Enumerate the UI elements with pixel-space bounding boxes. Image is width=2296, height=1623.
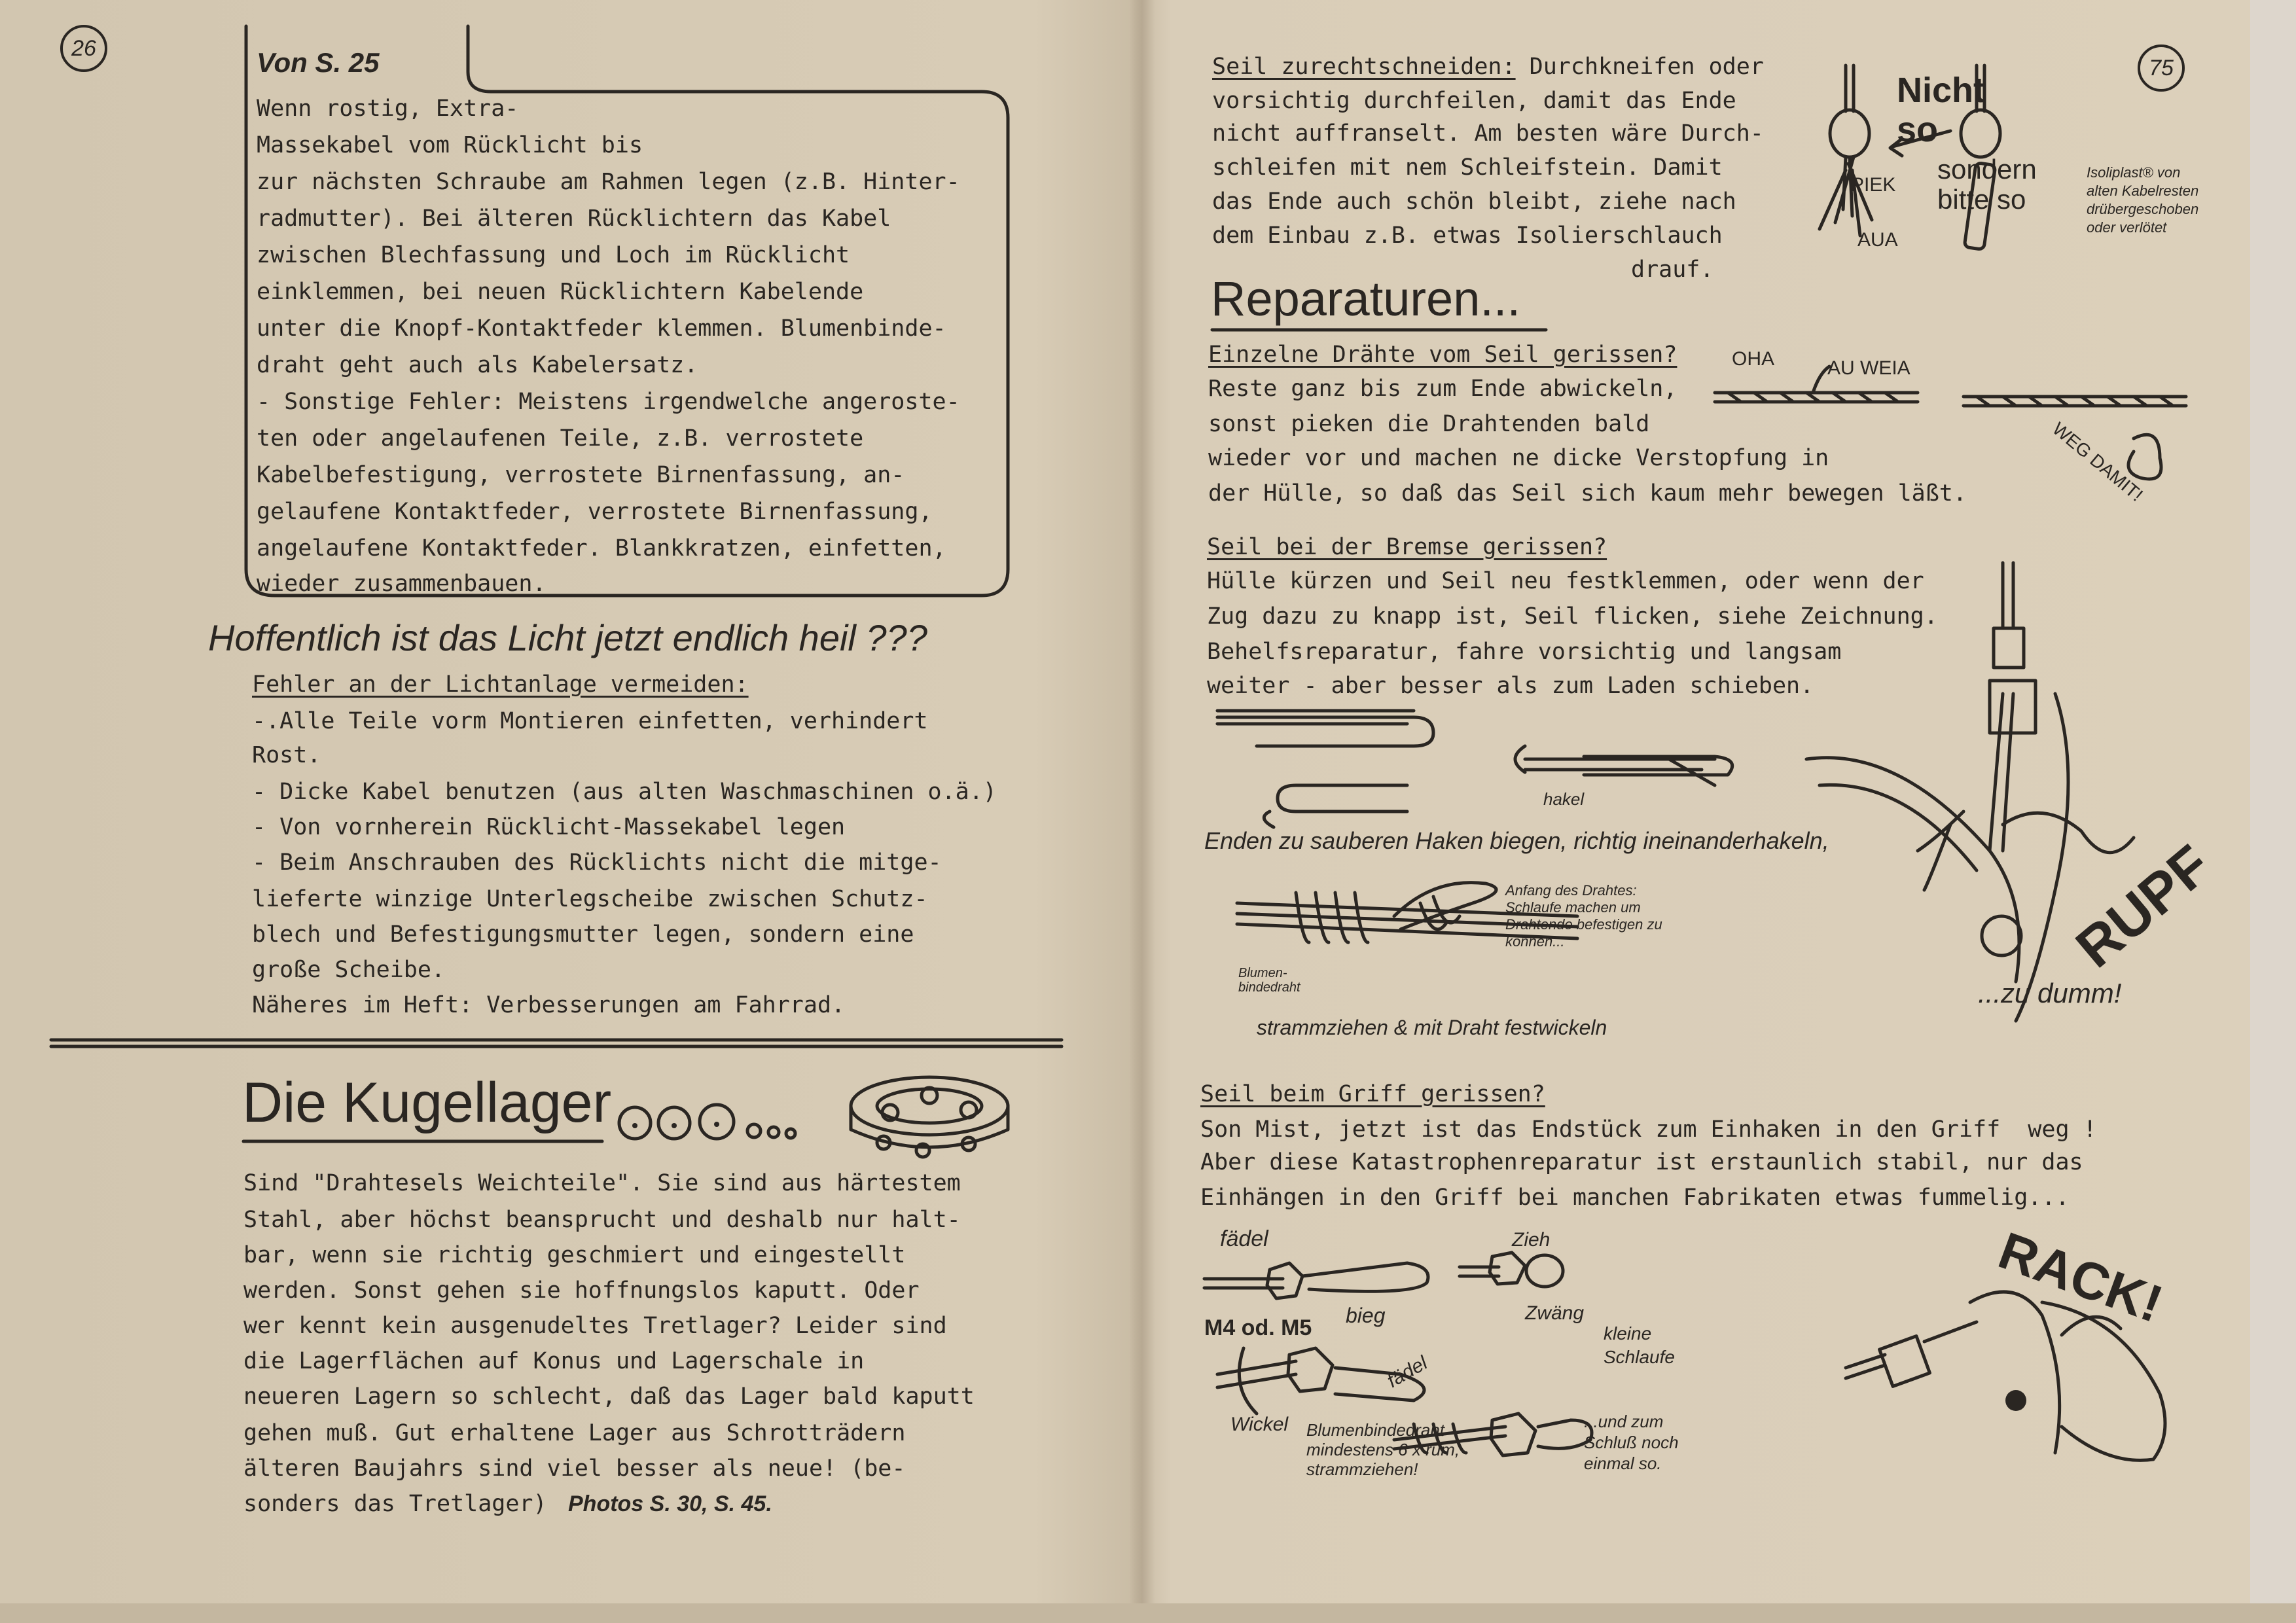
draehte-line: wieder vor und machen ne dicke Verstopfung in: [1208, 445, 1829, 471]
avoid-line: blech und Befestigungsmutter legen, sondern eine: [252, 921, 914, 948]
griff-line: Aber diese Katastrophenreparatur ist erstaunlich stabil, nur das: [1200, 1149, 2083, 1175]
isoliplast-label: Isoliplast® von alten Kabelresten drübergeschoben oder verlötet: [2087, 164, 2199, 236]
seil-heading: Seil zurechtschneiden:: [1212, 54, 1516, 80]
avoid-line: - Beim Anschrauben des Rücklichts nicht die mitge-: [252, 849, 942, 876]
weg-damit-label: WEG DAMIT!: [2049, 418, 2147, 505]
kugel-line: sonders das Tretlager): [243, 1491, 547, 1517]
blumen-wickel-label: Blumenbindedraht mindestens 6 x rum, strammziehen!: [1306, 1420, 1460, 1479]
griff-line: Son Mist, jetzt ist das Endstück zum Einhaken in den Griff weg !: [1200, 1116, 2097, 1143]
seil-line: dem Einbau z.B. etwas Isolierschlauch: [1212, 223, 1723, 249]
anfang-label: Anfang des Drahtes: Schlaufe machen um Drahtende befestigen zu können...: [1505, 882, 1662, 950]
kugel-title: Die Kugellager: [242, 1071, 612, 1134]
box-line: radmutter). Bei älteren Rücklichtern das Kabel: [257, 205, 891, 232]
m4-label: M4 od. M5: [1204, 1315, 1312, 1340]
seil-line: drauf.: [1631, 257, 1714, 283]
right-page: [1152, 0, 2251, 1623]
wickel-label: Wickel: [1230, 1414, 1289, 1435]
kugel-line: neueren Lagern so schlecht, daß das Lager bald kaputt: [243, 1383, 975, 1410]
seil-line: vorsichtig durchfeilen, damit das Ende: [1212, 88, 1736, 114]
zieh-label: Zieh: [1512, 1229, 1551, 1251]
paper-edge-right: [2250, 0, 2296, 1623]
avoid-line: - Von vornherein Rücklicht-Massekabel legen: [252, 814, 846, 840]
ball-bearing-balls-drawing: [615, 1080, 838, 1152]
biegen-label: bieg: [1346, 1304, 1386, 1327]
nicht-so-label: Nicht so: [1897, 71, 1985, 149]
kugel-title-underline: [242, 1137, 609, 1145]
seil-line: das Ende auch schön bleibt, ziehe nach: [1212, 188, 1736, 215]
rack-label: RACK!: [1991, 1221, 2170, 1334]
seil-line-first: [1212, 48, 1764, 85]
avoid-line: Näheres im Heft: Verbesserungen am Fahrrad.: [252, 992, 846, 1018]
oha-label: OHA: [1732, 348, 1775, 370]
faedel2-label: fädel: [1383, 1352, 1431, 1393]
draehte-heading: Einzelne Drähte vom Seil gerissen?: [1208, 342, 1677, 368]
avoid-line: lieferte winzige Unterlegscheibe zwischen Schutz-: [252, 886, 928, 912]
blumen-label: Blumen-bindedraht: [1238, 966, 1300, 995]
bremse-heading: Seil bei der Bremse gerissen?: [1207, 534, 1607, 560]
box-line: gelaufene Kontaktfeder, verrostete Birnenfassung,: [257, 499, 933, 525]
kugel-line: wer kennt kein ausgenudeltes Tretlager? Leider sind: [243, 1313, 947, 1339]
bremse-line: weiter - aber besser als zum Laden schieben.: [1207, 673, 1814, 699]
bremse-line: Zug dazu zu knapp ist, Seil flicken, siehe Zeichnung.: [1207, 603, 1938, 630]
griff-line: Einhängen in den Griff bei manchen Fabrikaten etwas fummelig...: [1200, 1185, 2070, 1211]
kugel-line: gehen muß. Gut erhaltene Lager aus Schrotträdern: [243, 1420, 906, 1446]
kugel-line: Stahl, aber höchst beansprucht und deshalb nur halt-: [243, 1207, 961, 1233]
box-line: angelaufene Kontaktfeder. Blankkratzen, einfetten,: [257, 535, 946, 562]
hope-line: Hoffentlich ist das Licht jetzt endlich heil ???: [208, 617, 927, 658]
reparaturen-underline: [1212, 327, 1552, 334]
box-line: ten oder angelaufenen Teile, z.B. verrostete: [257, 425, 864, 452]
rupf-label: RUPF: [2064, 833, 2223, 980]
box-line: unter die Knopf-Kontaktfeder klemmen. Blumenbinde-: [257, 315, 946, 342]
box-line: zur nächsten Schraube am Rahmen legen (z.B. Hinter-: [257, 169, 960, 195]
avoid-heading: Fehler an der Lichtanlage vermeiden:: [252, 671, 749, 698]
box-line: - Sonstige Fehler: Meistens irgendwelche angeroste-: [257, 389, 960, 415]
zu-dumm-label: ...zu dumm!: [1978, 978, 2122, 1008]
avoid-line: - Dicke Kabel benutzen (aus alten Waschmaschinen o.ä.): [252, 779, 997, 805]
draehte-line: Reste ganz bis zum Ende abwickeln,: [1208, 376, 1677, 402]
draehte-line: der Hülle, so daß das Seil sich kaum mehr bewegen läßt.: [1208, 480, 1967, 507]
hakel-label: hakel: [1543, 789, 1585, 809]
section-divider: [46, 1037, 1067, 1050]
piek-label: PIEK: [1851, 174, 1896, 196]
hook-bend-sketch: [1217, 707, 1820, 838]
draehte-line: sonst pieken die Drahtenden bald: [1208, 411, 1650, 437]
box-line: Kabelbefestigung, verrostete Birnenfassung, an-: [257, 462, 905, 488]
kugel-line: älteren Baujahrs sind viel besser als neue! (be-: [243, 1455, 906, 1482]
kleine-schlaufe-label: kleine Schlaufe: [1604, 1323, 1675, 1367]
reparaturen-title: Reparaturen...: [1211, 272, 1521, 326]
box-line: Massekabel vom Rücklicht bis: [257, 132, 643, 158]
box-line: wieder zusammenbauen.: [257, 571, 547, 597]
page-number-right: 75: [2138, 45, 2185, 92]
aua-label: AUA: [1857, 229, 1898, 251]
schluss-label: ...und zum Schluß noch einmal so.: [1584, 1412, 1679, 1473]
kugel-line: die Lagerflächen auf Konus und Lagerschale in: [243, 1348, 865, 1374]
stramm-caption: strammziehen & mit Draht festwickeln: [1257, 1016, 1607, 1039]
seil-line: nicht auffranselt. Am besten wäre Durch-: [1212, 120, 1764, 147]
griff-heading: Seil beim Griff gerissen?: [1200, 1081, 1545, 1107]
zwaeng-label: Zwäng: [1525, 1302, 1585, 1324]
sondern-label: sondern bitte so: [1937, 154, 2037, 215]
faedel-label: fädel: [1220, 1226, 1268, 1251]
ball-bearing-ring-drawing: [844, 1067, 1014, 1165]
box-line: Wenn rostig, Extra-: [257, 96, 519, 122]
photos-reference: Photos S. 30, S. 45.: [568, 1491, 772, 1516]
bremse-line: Hülle kürzen und Seil neu festklemmen, oder wenn der: [1207, 568, 1924, 594]
box-heading: Von S. 25: [257, 47, 380, 78]
kugel-line: werden. Sonst gehen sie hoffnungslos kaputt. Oder: [243, 1277, 920, 1304]
avoid-line: Rost.: [252, 742, 321, 768]
box-line: draht geht auch als Kabelersatz.: [257, 352, 698, 378]
brake-caliper-sketch: [1806, 563, 2225, 1034]
kugel-line: bar, wenn sie richtig geschmiert und eingestellt: [243, 1242, 906, 1268]
avoid-line: große Scheibe.: [252, 957, 446, 983]
avoid-line: -.Alle Teile vorm Montieren einfetten, verhindert: [252, 708, 928, 734]
left-page: [0, 0, 1139, 1623]
seil-line: schleifen mit nem Schleifstein. Damit: [1212, 154, 1723, 181]
box-line: zwischen Blechfassung und Loch im Rücklicht: [257, 242, 850, 268]
bremse-line: Behelfsreparatur, fahre vorsichtig und langsam: [1207, 639, 1842, 665]
enden-caption: Enden zu sauberen Haken biegen, richtig ineinanderhakeln,: [1204, 827, 1829, 854]
auweia-label: AU WEIA: [1827, 357, 1910, 379]
seil-first-text: Durchkneifen oder: [1515, 54, 1764, 80]
box-line: einklemmen, bei neuen Rücklichtern Kabelende: [257, 279, 864, 305]
kugel-line: Sind "Drahtesels Weichteile". Sie sind aus härtestem: [243, 1170, 961, 1196]
page-number-left: 26: [60, 25, 107, 72]
